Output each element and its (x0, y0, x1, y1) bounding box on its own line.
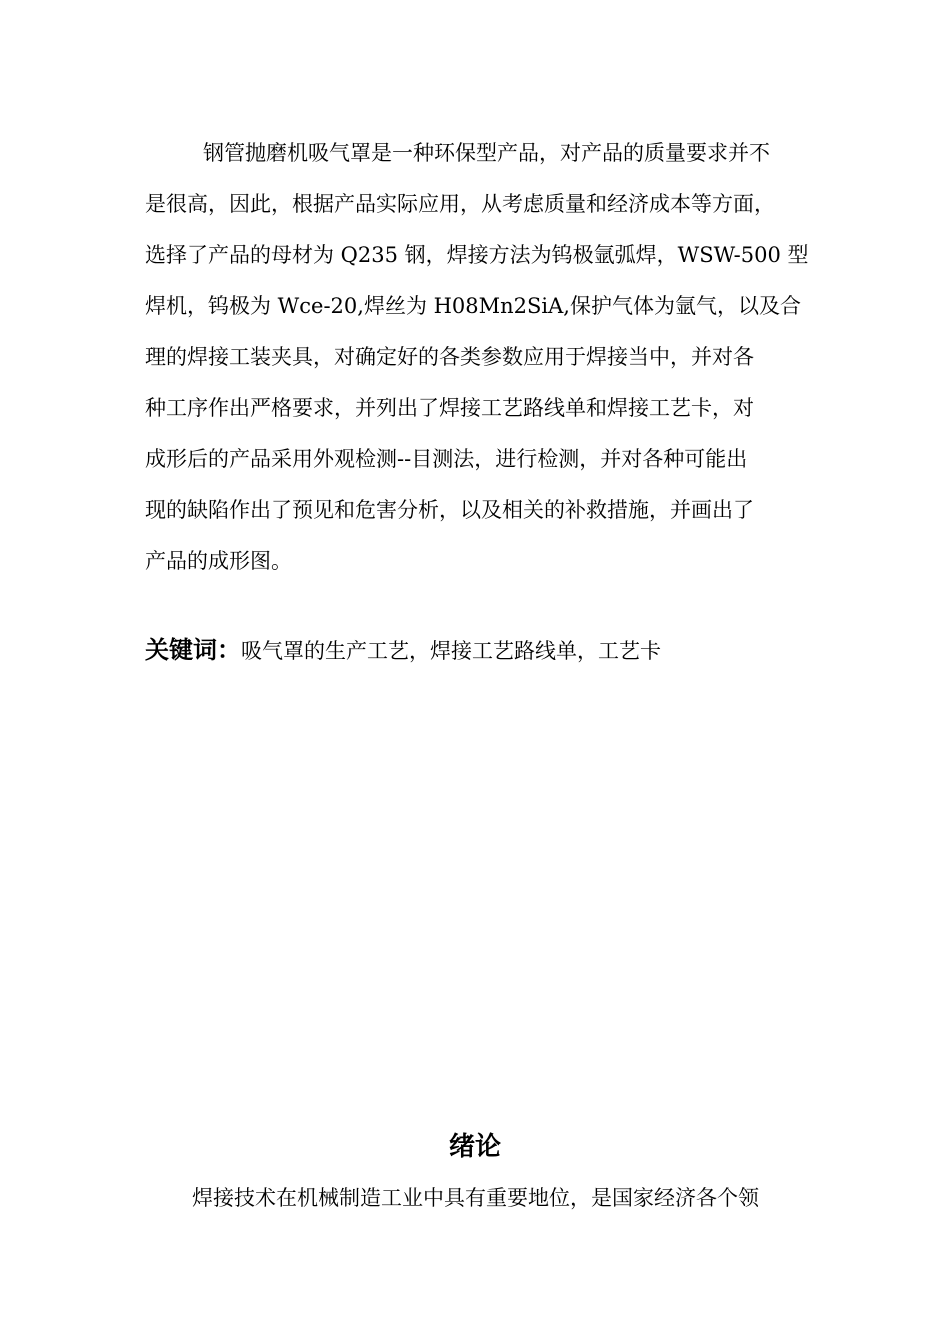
abstract-line: 钢管抛磨机吸气罩是一种环保型产品，对产品的质量要求并不 (203, 141, 770, 165)
keywords-line (145, 628, 825, 673)
abstract-line: 产品的成形图。 (145, 549, 292, 573)
section-title: 绪论 (448, 1132, 501, 1162)
abstract-line: 是很高，因此，根据产品实际应用，从考虑质量和经济成本等方面， (145, 192, 775, 216)
abstract-line: 种工序作出严格要求，并列出了焊接工艺路线单和焊接工艺卡，对 (145, 396, 754, 420)
abstract-line: 理的焊接工装夹具，对确定好的各类参数应用于焊接当中，并对各 (145, 345, 754, 369)
intro-line: 焊接技术在机械制造工业中具有重要地位，是国家经济各个领 (192, 1186, 759, 1210)
abstract-line: 成形后的产品采用外观检测--目测法，进行检测，并对各种可能出 (145, 447, 748, 471)
abstract-line: 现的缺陷作出了预见和危害分析，以及相关的补救措施，并画出了 (145, 498, 754, 522)
keywords-text: 吸气罩的生产工艺，焊接工艺路线单，工艺卡 (241, 639, 661, 663)
intro-paragraph (145, 1174, 825, 1222)
abstract-line: 焊机，钨极为 Wce-20,焊丝为 H08Mn2SiA,保护气体为氩气，以及合 (145, 294, 801, 318)
keywords-label: 关键词： (145, 636, 241, 664)
abstract-paragraph (145, 128, 825, 587)
abstract-line: 选择了产品的母材为 Q235 钢，焊接方法为钨极氩弧焊，WSW-500 型 (145, 243, 809, 267)
